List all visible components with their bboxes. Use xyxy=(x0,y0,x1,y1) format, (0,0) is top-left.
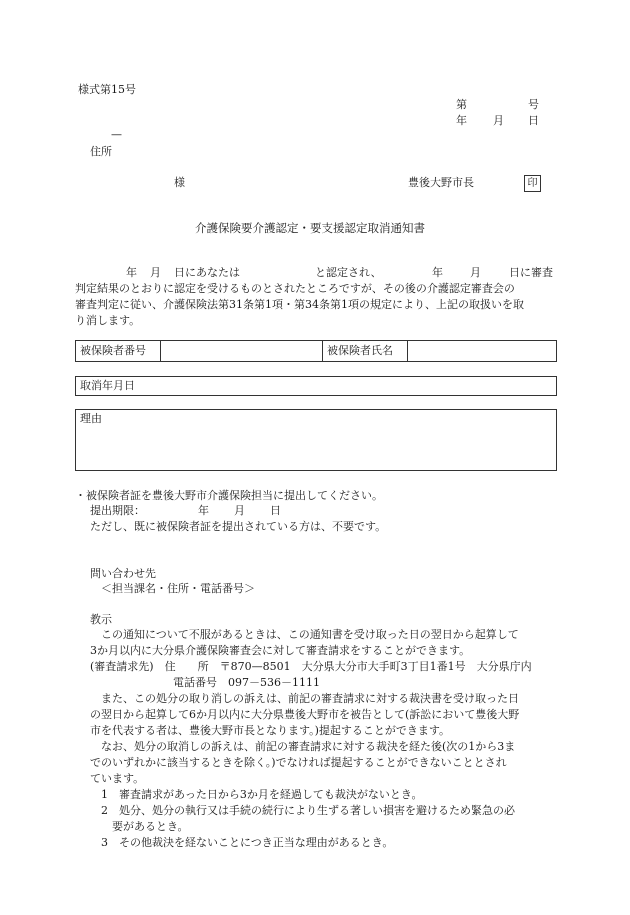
date-year: 年 xyxy=(456,114,467,127)
number-suffix: 号 xyxy=(528,98,539,111)
honorific: 様 xyxy=(174,176,185,189)
page-title: 介護保険要介護認定・要支援認定取消通知書 xyxy=(195,221,425,235)
instruction-line: 市を代表する者は、豊後大野市長となります。)提起することができます。 xyxy=(90,724,451,737)
date-month: 月 xyxy=(493,114,504,127)
postal-mark: — xyxy=(111,128,122,141)
date-day: 日 xyxy=(528,114,539,127)
instruction-line: この通知について不服があるときは、この通知書を受け取った日の翌日から起算して xyxy=(101,628,519,641)
deadline-day: 日 xyxy=(270,504,281,517)
insured-name-label: 被保険者氏名 xyxy=(327,344,393,357)
deadline-month: 月 xyxy=(234,504,245,517)
instruction-line: 電話番号 097－536－1111 xyxy=(173,676,320,689)
reason-label: 理由 xyxy=(80,412,102,425)
body-year2: 年 xyxy=(432,266,443,279)
insured-number-value[interactable] xyxy=(161,341,322,361)
notice-line-1: ・被保険者証を豊後大野市介護保険担当に提出してください。 xyxy=(75,489,383,502)
instruction-line: なお、処分の取消しの訴えは、前記の審査請求に対する裁決を経た後(次の1から3ま xyxy=(101,740,516,753)
issuer-name: 豊後大野市長 xyxy=(408,176,474,189)
instruction-title: 教示 xyxy=(90,613,112,626)
deadline-label: 提出期限： xyxy=(90,504,145,517)
instruction-line: の翌日から起算して6か月以内に大分県豊後大野市を被告として(訴訟において豊後大野 xyxy=(90,708,520,721)
insured-name-value[interactable] xyxy=(408,341,556,361)
instruction-line: 3 その他裁決を経ないことにつき正当な理由があるとき。 xyxy=(101,836,394,849)
contact-title: 問い合わせ先 xyxy=(90,567,156,580)
reason-box xyxy=(75,409,557,471)
instruction-line: ています。 xyxy=(90,772,145,785)
deadline-year: 年 xyxy=(198,504,209,517)
cancel-date-label: 取消年月日 xyxy=(80,379,135,392)
instruction-line: (審査請求先) 住 所 〒870—8501 大分県大分市大手町3丁目1番1号 大分県庁内 xyxy=(90,660,532,673)
body-month: 月 xyxy=(150,266,161,279)
body-year: 年 xyxy=(126,266,137,279)
body-line-2: 判定結果のとおりに認定を受けるものとされたところですが、その後の介護認定審査会の xyxy=(75,282,515,295)
body-cert: と認定され、 xyxy=(315,266,382,279)
address-label: 住所 xyxy=(90,145,112,158)
contact-detail: ＜担当課名・住所・電話番号＞ xyxy=(101,582,255,595)
form-number: 様式第15号 xyxy=(78,83,136,96)
instruction-line: 3か月以内に大分県介護保険審査会に対して審査請求をすることができます。 xyxy=(90,644,471,657)
insured-info-row xyxy=(75,340,557,362)
insured-number-label: 被保険者番号 xyxy=(80,344,146,357)
notice-line-3: ただし、既に被保険者証を提出されている方は、不要です。 xyxy=(90,520,387,533)
instruction-line: 2 処分、処分の執行又は手続の続行により生ずる著しい損害を避けるため緊急の必 xyxy=(101,804,515,817)
body-month2: 月 xyxy=(470,266,481,279)
body-day-text: 日にあなたは xyxy=(174,266,240,279)
cancel-date-row xyxy=(75,376,557,396)
instruction-line: 1 審査請求があった日から3か月を経過しても裁決がないとき。 xyxy=(101,788,423,801)
instruction-line: 要があるとき。 xyxy=(112,820,189,833)
body-line-4: り消します。 xyxy=(75,314,141,327)
body-tail: 日に審査 xyxy=(509,266,553,279)
body-line-3: 審査判定に従い、介護保険法第31条第1項・第34条第1項の規定により、上記の取扱いを取 xyxy=(75,298,524,311)
number-prefix: 第 xyxy=(456,98,467,111)
instruction-line: また、この処分の取り消しの訴えは、前記の審査請求に対する裁決書を受け取った日 xyxy=(101,692,519,705)
seal-mark: 印 xyxy=(524,175,541,192)
instruction-line: でのいずれかに該当するときを除く。)でなければ提起することができないこととされ xyxy=(90,756,507,769)
